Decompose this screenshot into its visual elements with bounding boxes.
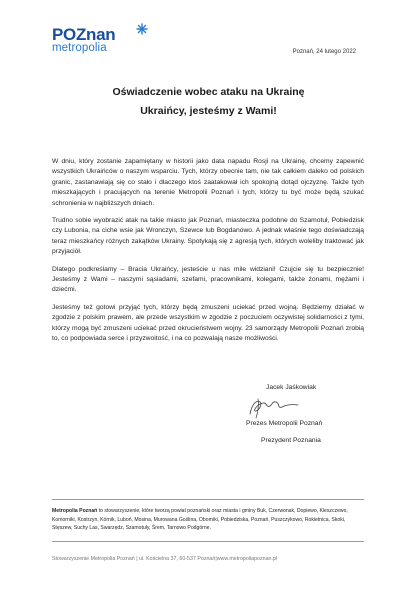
footnote-lead: Metropolia Poznań — [52, 508, 98, 514]
body-paragraph: Jesteśmy też gotowi przyjąć tych, którzy będą zmuszeni uciekać przed wojną. Będziemy działać w zgodzie z polskim prawem, ale przede wszystkim w zgodzie z poczuciem oczywistej solidarności z tymi, którzy mogą być zmuszeni uciekać przed okrucieństwem wojny. 23 samorządy Metropolii Poznań zrobią to, co podpowiada serce i przyzwoitość, i na co pozwalają nasze możliwości. — [52, 303, 364, 343]
signatory-role-mayor: Prezydent Poznania — [261, 437, 321, 444]
star-icon — [136, 23, 148, 35]
association-footnote — [52, 507, 364, 533]
document-subtitle: Ukraińcy, jesteśmy z Wami! — [140, 105, 277, 117]
metropolia-poznan-logo — [52, 26, 115, 55]
footnote-text: to stowarzyszenie, które tworzą powiat poznański oraz miasta i gminy Buk, Czerwonak, Dopiewo, Kleszczewo, Komorniki, Kostrzyn, Kórnik, Luboń, Mosina, Murowana Goślina, Oborniki, Pobiedziska, Poznań, Puszczykowo, Rokietnica, Skoki, Stęszew, Suchy Las, Swarzędz, Szamotuły, Śrem, Tarnowo Podgórne. — [52, 508, 348, 532]
divider-line — [52, 499, 364, 500]
document-title: Oświadczenie wobec ataku na Ukrainę — [112, 86, 305, 98]
body-paragraph: Dlatego podkreślamy – Bracia Ukraińcy, jesteście u nas mile widziani! Czujcie się tu bezpiecznie! Jesteśmy z Wami – naszymi sąsiadami, szefami, pracownikami, kolegami, także żonami, mężami i dziećmi. — [52, 265, 364, 294]
statement-body — [52, 157, 364, 352]
signatory-name: Jacek Jaśkowiak — [266, 384, 317, 391]
logo-secondary-text: metropolia — [52, 42, 107, 54]
footer-address: Stowarzyszenie Metropolia Poznań | ul. Kościelna 37, 60-537 Poznań|www.metropoliapoznan.pl — [52, 556, 278, 562]
document-date: Poznań, 24 lutego 2022 — [292, 49, 356, 55]
handwritten-signature — [246, 394, 306, 420]
signatory-role-metropolia: Prezes Metropolii Poznań — [246, 420, 323, 427]
body-paragraph: Trudno sobie wyobrazić atak na takie miasto jak Poznań, miasteczka podobne do Szamotuł, Pobiedzisk czy Lubonia, na ciche wsie jak Wronczyn, Szewce lub Bogdanowo. A jednak właśnie tego doświadczają teraz mieszkańcy różnych zakątków Ukrainy. Spotykają się z agresją tych, których woleliby traktować jak przyjaciół. — [52, 217, 364, 256]
logo-primary-text: POZnan — [52, 25, 116, 44]
divider-line — [52, 541, 364, 542]
body-paragraph: W dniu, który zostanie zapamiętany w historii jako data napadu Rosji na Ukrainę, chcemy zapewnić wszystkich Ukraińców o naszym wsparciu. Tych, którzy obecnie tam, nie tak całkiem daleko od polskich granic, zastanawiają się co stało i dlaczego ktoś zaatakował ich spokojną dotąd ojczyznę. Także tych mieszkających i pracujących na terenie Metropolii Poznań i tych, którzy tu być może będą szukać schronienia w najbliższych dniach. — [52, 158, 364, 207]
